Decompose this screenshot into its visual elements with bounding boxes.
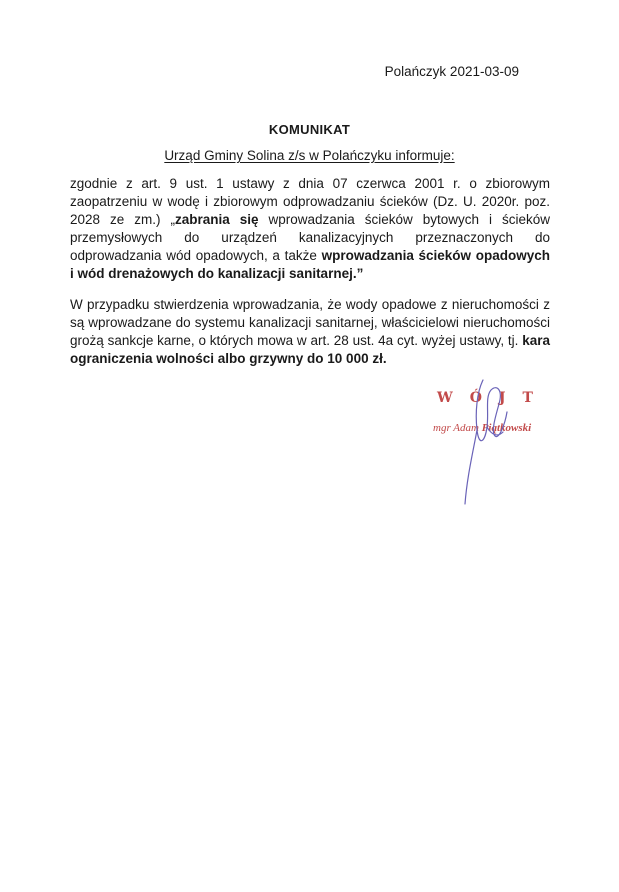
paragraph-1 bbox=[70, 175, 550, 283]
handwritten-signature-icon bbox=[425, 372, 575, 512]
paragraph-2-text-a: W przypadku stwierdzenia wprowadzania, że wody opadowe z nieruchomości z są wprowadzane do systemu kanalizacji sanitarnej, właścicielowi nieruchomości grożą sankcje karne, o których mowa w art. 28 ust. 4a cyt. wyżej ustawy, tj. bbox=[70, 297, 550, 348]
stamp-title: WÓJT bbox=[437, 390, 550, 406]
stamp-name-surname: Piątkowski bbox=[481, 422, 532, 434]
document-title: KOMUNIKAT bbox=[268, 122, 351, 137]
paragraph-1-bold-b: wprowadzania ścieków opadowych i wód drenażowych do kanalizacji sanitarnej.” bbox=[70, 248, 550, 281]
paragraph-1-text-a: zgodnie z art. 9 ust. 1 ustawy z dnia 07 czerwca 2001 r. o zbiorowym zaopatrzeniu w wodę i zbiorowym odprowadzaniu ścieków (Dz. U. 2020r. poz. 2028 ze zm.) „ bbox=[70, 176, 550, 227]
document-subtitle: Urząd Gminy Solina z/s w Polańczyku informuje: bbox=[164, 148, 455, 163]
paragraph-2-bold-a: kara ograniczenia wolności albo grzywny do 10 000 zł. bbox=[70, 333, 550, 366]
paragraph-1-text-b: wprowadzania ścieków bytowych i ścieków przemysłowych do urządzeń kanalizacyjnych przeznaczonych do odprowadzania wód opadowych, a także bbox=[70, 212, 551, 263]
document-date: Polańczyk 2021-03-09 bbox=[384, 64, 519, 79]
signature-stamp bbox=[425, 372, 575, 512]
stamp-name-prefix: mgr Adam bbox=[433, 422, 479, 434]
paragraph-1-bold-a: zabrania się bbox=[174, 212, 259, 227]
paragraph-2 bbox=[70, 296, 550, 368]
